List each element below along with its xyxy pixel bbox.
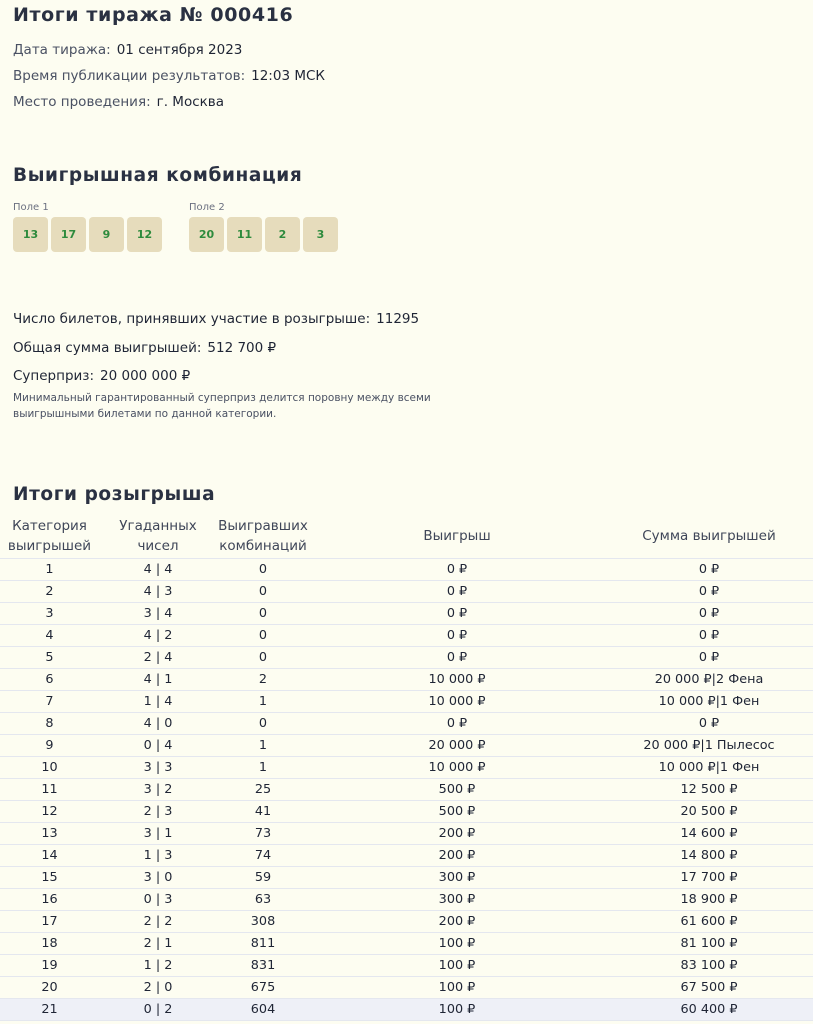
- superprize-value: 20 000 000 ₽: [100, 368, 191, 384]
- cell-prize: 0 ₽: [309, 559, 605, 581]
- cell-guessed: 4 | 3: [99, 581, 217, 603]
- cell-category: 8: [0, 713, 99, 735]
- cell-winning-combinations: 63: [217, 889, 309, 911]
- cell-winning-combinations: 41: [217, 801, 309, 823]
- table-row: [0, 977, 813, 999]
- total-winnings-value: 512 700 ₽: [207, 340, 277, 356]
- table-row: [0, 823, 813, 845]
- field2-label: Поле 2: [189, 202, 225, 213]
- cell-category: 3: [0, 603, 99, 625]
- table-row: [0, 757, 813, 779]
- cell-winning-combinations: 0: [217, 625, 309, 647]
- table-row: [0, 581, 813, 603]
- cell-guessed: 2 | 1: [99, 933, 217, 955]
- cell-category: 1: [0, 559, 99, 581]
- field1-ball: 17: [51, 217, 86, 252]
- table-row: [0, 889, 813, 911]
- table-row: [0, 691, 813, 713]
- table-row: [0, 867, 813, 889]
- cell-guessed: 2 | 0: [99, 977, 217, 999]
- publish-time-label: Время публикации результатов:: [13, 68, 246, 84]
- cell-total: 0 ₽: [605, 647, 813, 669]
- cell-guessed: 1 | 4: [99, 691, 217, 713]
- cell-guessed: 0 | 3: [99, 889, 217, 911]
- field1-ball: 12: [127, 217, 162, 252]
- field1-ball: 13: [13, 217, 48, 252]
- draw-date: [13, 42, 242, 58]
- cell-category: 2: [0, 581, 99, 603]
- cell-prize: 200 ₽: [309, 911, 605, 933]
- cell-prize: 500 ₽: [309, 779, 605, 801]
- header-category: Категория выигрышей: [7, 518, 92, 554]
- cell-winning-combinations: 308: [217, 911, 309, 933]
- cell-winning-combinations: 0: [217, 647, 309, 669]
- cell-total: 12 500 ₽: [605, 779, 813, 801]
- cell-prize: 10 000 ₽: [309, 669, 605, 691]
- table-row: [0, 845, 813, 867]
- results-title: Итоги розыгрыша: [13, 484, 216, 505]
- field1-balls: [13, 217, 162, 252]
- cell-total: 10 000 ₽|1 Фен: [605, 757, 813, 779]
- cell-prize: 0 ₽: [309, 603, 605, 625]
- cell-prize: 100 ₽: [309, 955, 605, 977]
- cell-category: 4: [0, 625, 99, 647]
- cell-guessed: 3 | 4: [99, 603, 217, 625]
- cell-prize: 0 ₽: [309, 647, 605, 669]
- field2-balls: [189, 217, 338, 252]
- cell-category: 6: [0, 669, 99, 691]
- field2-ball: 2: [265, 217, 300, 252]
- cell-winning-combinations: 1: [217, 691, 309, 713]
- cell-winning-combinations: 1: [217, 757, 309, 779]
- cell-category: 12: [0, 801, 99, 823]
- draw-date-label: Дата тиража:: [13, 42, 111, 58]
- cell-prize: 200 ₽: [309, 823, 605, 845]
- cell-total: 0 ₽: [605, 581, 813, 603]
- draw-place-value: г. Москва: [156, 94, 225, 110]
- field2-ball: 20: [189, 217, 224, 252]
- cell-prize: 200 ₽: [309, 845, 605, 867]
- field2-ball: 11: [227, 217, 262, 252]
- cell-winning-combinations: 73: [217, 823, 309, 845]
- cell-category: 19: [0, 955, 99, 977]
- cell-category: 20: [0, 977, 99, 999]
- tickets-count-label: Число билетов, принявших участие в розыгрыше:: [13, 311, 371, 327]
- header-guessed: Угаданных чисел: [119, 518, 197, 554]
- table-row: [0, 669, 813, 691]
- results-body: [0, 559, 813, 1021]
- cell-total: 0 ₽: [605, 603, 813, 625]
- table-row: [0, 801, 813, 823]
- tickets-count-value: 11295: [376, 311, 420, 327]
- cell-total: 20 000 ₽|2 Фена: [605, 669, 813, 691]
- cell-prize: 300 ₽: [309, 889, 605, 911]
- cell-winning-combinations: 811: [217, 933, 309, 955]
- publish-time: [13, 68, 325, 84]
- cell-total: 18 900 ₽: [605, 889, 813, 911]
- cell-category: 10: [0, 757, 99, 779]
- cell-guessed: 3 | 1: [99, 823, 217, 845]
- cell-total: 17 700 ₽: [605, 867, 813, 889]
- results-table: [0, 514, 813, 1021]
- cell-category: 7: [0, 691, 99, 713]
- cell-guessed: 2 | 3: [99, 801, 217, 823]
- cell-category: 13: [0, 823, 99, 845]
- cell-winning-combinations: 675: [217, 977, 309, 999]
- table-row: [0, 603, 813, 625]
- table-row: [0, 713, 813, 735]
- cell-prize: 100 ₽: [309, 933, 605, 955]
- cell-winning-combinations: 0: [217, 581, 309, 603]
- cell-total: 81 100 ₽: [605, 933, 813, 955]
- field1-ball: 9: [89, 217, 124, 252]
- cell-total: 10 000 ₽|1 Фен: [605, 691, 813, 713]
- cell-guessed: 1 | 3: [99, 845, 217, 867]
- draw-date-value: 01 сентября 2023: [116, 42, 243, 58]
- tickets-count: [13, 311, 419, 327]
- table-row: [0, 999, 813, 1021]
- cell-guessed: 0 | 4: [99, 735, 217, 757]
- cell-winning-combinations: 831: [217, 955, 309, 977]
- cell-guessed: 1 | 2: [99, 955, 217, 977]
- cell-category: 17: [0, 911, 99, 933]
- cell-total: 20 000 ₽|1 Пылесос: [605, 735, 813, 757]
- cell-category: 9: [0, 735, 99, 757]
- cell-total: 60 400 ₽: [605, 999, 813, 1021]
- cell-winning-combinations: 1: [217, 735, 309, 757]
- superprize: [13, 368, 190, 384]
- cell-total: 14 800 ₽: [605, 845, 813, 867]
- publish-time-value: 12:03 МСК: [251, 68, 325, 84]
- page-title: Итоги тиража № 000416: [13, 4, 294, 26]
- cell-guessed: 3 | 2: [99, 779, 217, 801]
- cell-prize: 10 000 ₽: [309, 757, 605, 779]
- cell-category: 18: [0, 933, 99, 955]
- total-winnings-label: Общая сумма выигрышей:: [13, 340, 202, 356]
- table-row: [0, 735, 813, 757]
- combination-title: Выигрышная комбинация: [13, 165, 303, 186]
- cell-total: 0 ₽: [605, 713, 813, 735]
- header-winning-combinations: Выигравших комбинаций: [218, 518, 308, 554]
- cell-guessed: 4 | 0: [99, 713, 217, 735]
- cell-guessed: 3 | 3: [99, 757, 217, 779]
- cell-category: 14: [0, 845, 99, 867]
- cell-prize: 10 000 ₽: [309, 691, 605, 713]
- field2-ball: 3: [303, 217, 338, 252]
- superprize-note: Минимальный гарантированный суперприз делится поровну между всеми выигрышными билетами по данной категории.: [13, 392, 431, 420]
- cell-prize: 300 ₽: [309, 867, 605, 889]
- cell-category: 16: [0, 889, 99, 911]
- cell-prize: 100 ₽: [309, 999, 605, 1021]
- cell-total: 0 ₽: [605, 625, 813, 647]
- cell-prize: 500 ₽: [309, 801, 605, 823]
- cell-winning-combinations: 0: [217, 713, 309, 735]
- cell-total: 61 600 ₽: [605, 911, 813, 933]
- cell-prize: 100 ₽: [309, 977, 605, 999]
- cell-total: 67 500 ₽: [605, 977, 813, 999]
- cell-category: 15: [0, 867, 99, 889]
- cell-guessed: 0 | 2: [99, 999, 217, 1021]
- cell-prize: 0 ₽: [309, 713, 605, 735]
- cell-category: 21: [0, 999, 99, 1021]
- table-row: [0, 911, 813, 933]
- table-row: [0, 647, 813, 669]
- cell-total: 0 ₽: [605, 559, 813, 581]
- cell-winning-combinations: 0: [217, 603, 309, 625]
- table-header-row: [0, 514, 813, 559]
- cell-total: 20 500 ₽: [605, 801, 813, 823]
- cell-guessed: 4 | 4: [99, 559, 217, 581]
- cell-winning-combinations: 59: [217, 867, 309, 889]
- cell-guessed: 2 | 4: [99, 647, 217, 669]
- table-row: [0, 559, 813, 581]
- superprize-label: Суперприз:: [13, 368, 95, 384]
- header-total: Сумма выигрышей: [642, 528, 776, 544]
- cell-winning-combinations: 74: [217, 845, 309, 867]
- table-row: [0, 933, 813, 955]
- cell-category: 5: [0, 647, 99, 669]
- draw-place-label: Место проведения:: [13, 94, 151, 110]
- cell-prize: 20 000 ₽: [309, 735, 605, 757]
- table-row: [0, 955, 813, 977]
- cell-guessed: 4 | 2: [99, 625, 217, 647]
- draw-place: [13, 94, 224, 110]
- field1-label: Поле 1: [13, 202, 49, 213]
- table-row: [0, 625, 813, 647]
- header-prize: Выигрыш: [423, 528, 491, 544]
- cell-guessed: 4 | 1: [99, 669, 217, 691]
- cell-prize: 0 ₽: [309, 625, 605, 647]
- cell-total: 14 600 ₽: [605, 823, 813, 845]
- cell-guessed: 2 | 2: [99, 911, 217, 933]
- cell-winning-combinations: 25: [217, 779, 309, 801]
- cell-winning-combinations: 2: [217, 669, 309, 691]
- cell-category: 11: [0, 779, 99, 801]
- total-winnings: [13, 340, 276, 356]
- cell-winning-combinations: 0: [217, 559, 309, 581]
- cell-guessed: 3 | 0: [99, 867, 217, 889]
- cell-total: 83 100 ₽: [605, 955, 813, 977]
- cell-winning-combinations: 604: [217, 999, 309, 1021]
- table-row: [0, 779, 813, 801]
- cell-prize: 0 ₽: [309, 581, 605, 603]
